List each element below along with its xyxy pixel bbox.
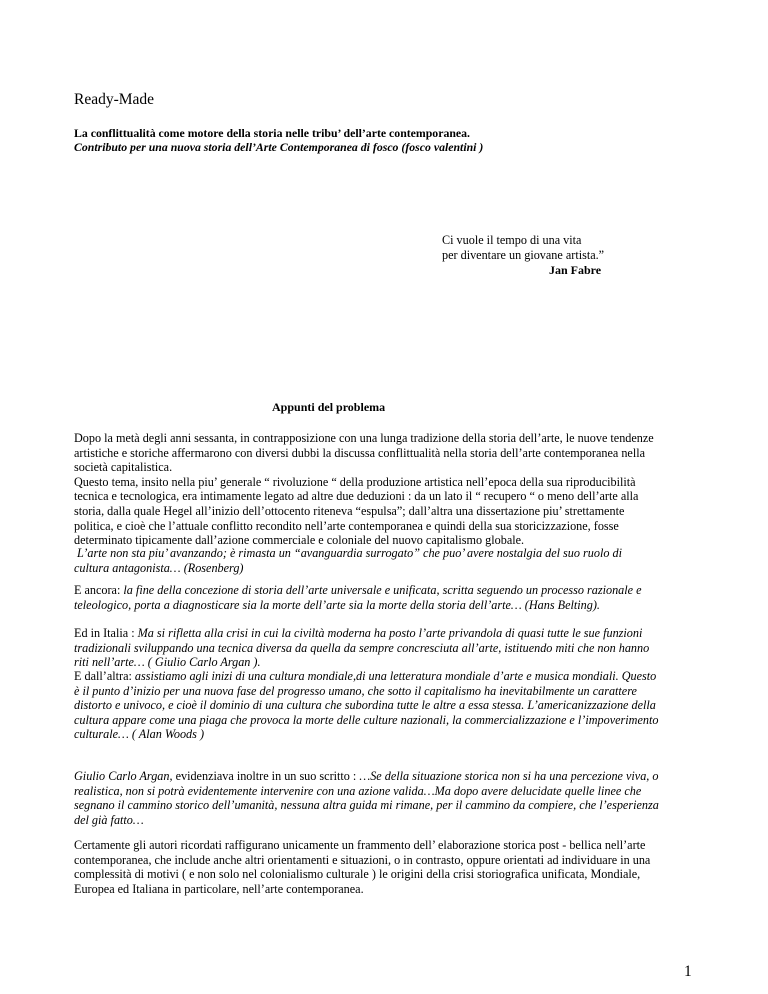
text-line: determinato tipicamente dall’azione commerciale e coloniale del nuovo capitalismo globale. [74, 533, 525, 548]
epigraph-author: Jan Fabre [549, 263, 602, 277]
quote-text: assistiamo agli inizi di una cultura mondiale,di una letteratura mondiale d’arte e musica mondiali. Questo [134, 669, 657, 683]
text-line: Dopo la metà degli anni sessanta, in contrapposizione con una lunga tradizione della storia dell’arte, le nuove tendenze [74, 431, 654, 445]
author-name: Giulio Carlo Argan, [74, 769, 173, 783]
quote-text: distorto e univoco, e cioè il dominio di una cultura che subordina tutte le altre a essa stessa. L’americanizzazione della [74, 698, 656, 713]
lead-text: evidenziava inoltre in un suo scritto : [172, 769, 360, 783]
quote-woods [74, 669, 702, 742]
text-line: società capitalistica. [74, 460, 173, 475]
quote-text: tradizionali sviluppando una tecnica diversa da quella da sempre concresciuta all’arte, istituendo miti che non hanno [74, 640, 650, 655]
text-line: Certamente gli autori ricordati raffigurano unicamente un frammento dell’ elaborazione storica post - bellica nell’arte [74, 838, 646, 852]
section-heading: Appunti del problema [272, 400, 386, 414]
epigraph [442, 233, 604, 262]
text-line: Europea ed Italiana in particolare, nell’arte contemporanea. [74, 881, 364, 896]
quote-text: cultura appare come una piaga che provoca la morte delle culture nazionali, la commercializzazione e l’impoverimento [74, 712, 659, 727]
document-title: Ready-Made [74, 91, 155, 108]
text-line: complessità di motivi ( e non solo nel colonialismo culturale ) le origini della crisi storiografica unificata, Mondiale, [74, 867, 641, 882]
paragraph-intro [74, 431, 702, 548]
quote-text: segnano il cammino storico dell’umanità, nessuna altra guida mi rimane, per il cammino da compiere, che l’esperienza [74, 798, 659, 813]
quote-text: del già fatto… [74, 812, 144, 827]
text-line: artistiche e storiche affermarono con diversi dubbi la discussa conflittualità nella storia dell’arte contemporanea nella [74, 445, 646, 460]
lead-text: E dall’altra: [74, 669, 135, 683]
text-line: L’arte non sta piu’ avanzando; è rimasta un “avanguardia surrogato” che puo’ avere nostalgia del suo ruolo di [74, 546, 622, 560]
quote-rosenberg [74, 546, 702, 575]
text-line: storia, dalla quale Hegel all’inizio dell’ottocento riteneva “espulsa”; dall’altra una dissertazione piu’ strettamente [74, 503, 625, 518]
lead-text: E ancora: [74, 583, 124, 597]
quote-text: Ma si rifletta alla crisi in cui la civiltà moderna ha posto l’arte privandola di quasi tutte le sue funzioni [137, 626, 643, 640]
quote-belting [74, 583, 702, 612]
quote-text: realistica, non si potrà evidentemente intervenire con una azione valida…Ma dopo avere delucidate quelle linee che [74, 783, 642, 798]
document-contribution: Contributo per una nuova storia dell’Arte Contemporanea di fosco (fosco valentini ) [74, 140, 484, 154]
quote-text: è il punto d’inizio per una nuova fase del progresso umano, che sotto il capitalismo ha inevitabilmente un carattere [74, 683, 637, 698]
page-number: 1 [684, 963, 692, 980]
text-line: politica, e cioè che l’attuale conflitto recondito nell’arte contemporanea e quindi della sua storicizzazione, fosse [74, 518, 619, 533]
paragraph-conclusion [74, 838, 702, 896]
quote-text: …Se della situazione storica non si ha una percezione viva, o [359, 769, 659, 783]
epigraph-line: per diventare un giovane artista.” [442, 247, 605, 262]
quote-text: riti nell’arte… ( Giulio Carlo Argan ). [74, 655, 261, 670]
quote-argan-2 [74, 769, 702, 827]
text-line: cultura antagonista… (Rosenberg) [74, 560, 244, 575]
quote-text: la fine della concezione di storia dell’arte universale e unificata, scritta seguendo un processo razionale e [123, 583, 642, 597]
epigraph-line: Ci vuole il tempo di una vita [442, 233, 582, 247]
quote-text: teleologico, porta a diagnosticare sia la morte dell’arte sia la morte della storia dell’arte… (Hans Belting). [74, 597, 600, 612]
quote-argan [74, 626, 702, 670]
text-line: tecnica e tecnologica, era intimamente legato ad altre due deduzioni : da un lato il “ recupero “ o meno dell’arte alla [74, 489, 639, 504]
document-subtitle: La conflittualità come motore della storia nelle tribu’ dell’arte contemporanea. [74, 126, 470, 140]
text-line: Questo tema, insito nella piu’ generale “ rivoluzione “ della produzione artistica nell’epoca della sua riproducibilità [74, 474, 636, 489]
quote-text: culturale… ( Alan Woods ) [74, 727, 204, 742]
text-line: contemporanea, che include anche altri orientamenti e situazioni, o in contrasto, oppure orientati ad individuare in una [74, 852, 651, 867]
lead-text: Ed in Italia : [74, 626, 138, 640]
